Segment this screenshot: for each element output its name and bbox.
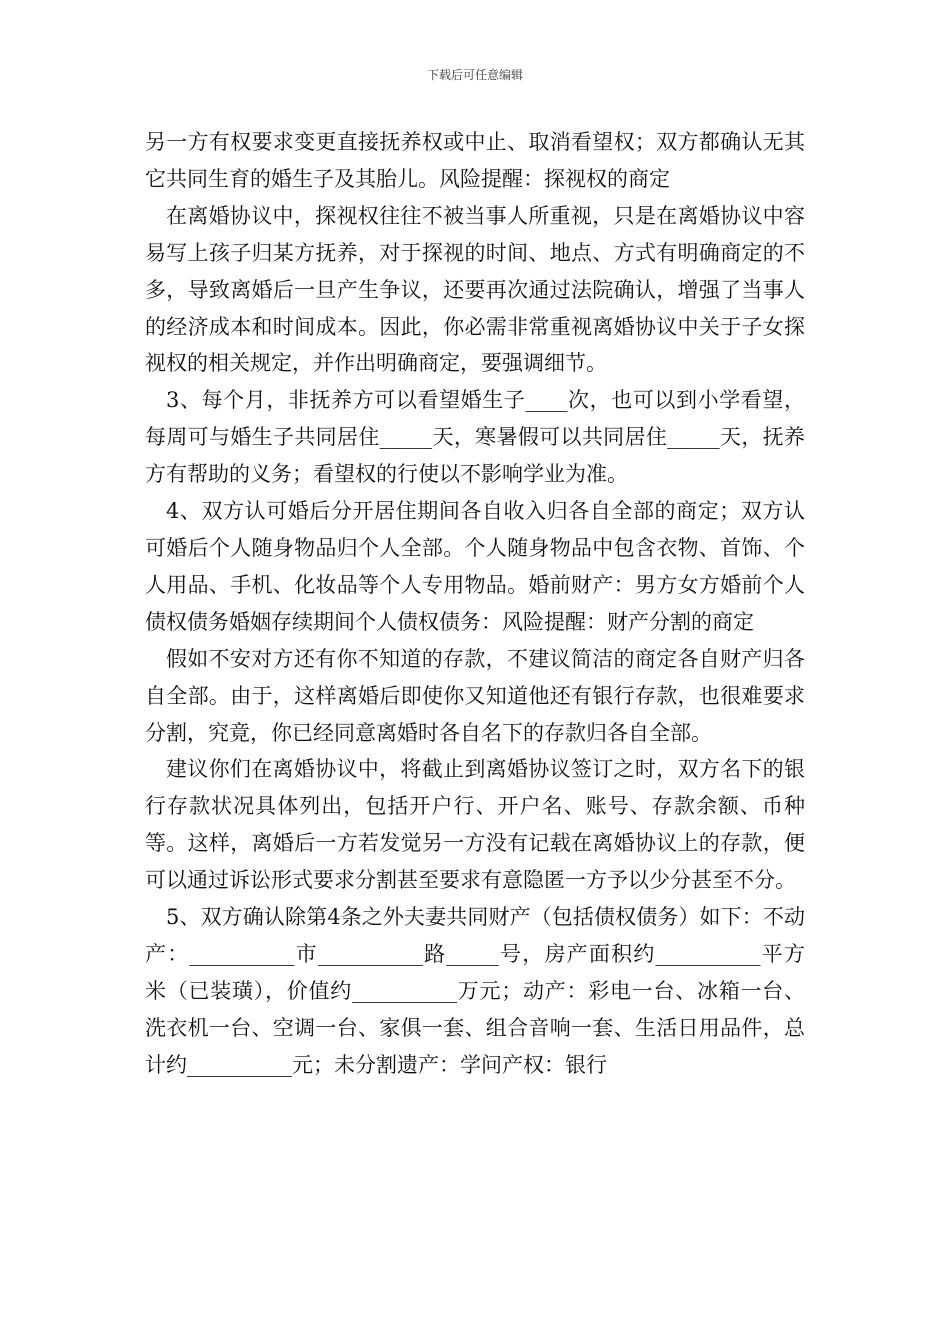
paragraph-custody-change: 另一方有权要求变更直接抚养权或中止、取消看望权；双方都确认无其它共同生育的婚生子及其胎儿。风险提醒：探视权的商定 [145, 130, 805, 191]
document-body [145, 124, 805, 1084]
paragraph-savings-warning: 假如不安对方还有你不知道的存款，不建议简洁的商定各自财产归各自全部。由于，这样离婚后即使你又知道他还有银行存款，也很难要求分割，究竟，你已经同意离婚时各自名下的存款归各自全部。 [145, 646, 805, 745]
paragraph-clause-5: 5、双方确认除第4条之外夫妻共同财产（包括债权债务）如下：不动产：__________市__________路_____号，房产面积约__________平方米（已装璜），价值约__________万元；动产：彩电一台、冰箱一台、洗衣机一台、空调一台、家俱一套、组合音响一套、生活日用品件，总计约__________元；未分割遗产：学问产权：银行 [145, 905, 805, 1077]
paragraph-clause-4: 4、双方认可婚后分开居住期间各自收入归各自全部的商定；双方认可婚后个人随身物品归个人全部。个人随身物品中包含衣物、首饰、个人用品、手机、化妆品等个人专用物品。婚前财产：男方女方婚前个人债权债务婚姻存续期间个人债权债务：风险提醒：财产分割的商定 [145, 499, 805, 634]
page-header: 下载后可任意编辑 [426, 68, 523, 82]
paragraph-clause-3: 3、每个月，非抚养方可以看望婚生子____次，也可以到小学看望，每周可与婚生子共同居住_____天，寒暑假可以共同居住_____天，抚养方有帮助的义务；看望权的行使以不影响学业为准。 [145, 388, 805, 487]
paragraph-visitation-note: 在离婚协议中，探视权往往不被当事人所重视，只是在离婚协议中容易写上孩子归某方抚养，对于探视的时间、地点、方式有明确商定的不多，导致离婚后一旦产生争议，还要再次通过法院确认，增强了当事人的经济成本和时间成本。因此，你必需非常重视离婚协议中关于子女探视权的相关规定，并作出明确商定，要强调细节。 [145, 203, 805, 376]
paragraph-savings-advice: 建议你们在离婚协议中，将截止到离婚协议签订之时，双方名下的银行存款状况具体列出，包括开户行、开户名、账号、存款余额、币种等。这样，离婚后一方若发觉另一方没有记载在离婚协议上的存款，便可以通过诉讼形式要求分割甚至要求有意隐匿一方予以少分甚至不分。 [145, 757, 805, 893]
